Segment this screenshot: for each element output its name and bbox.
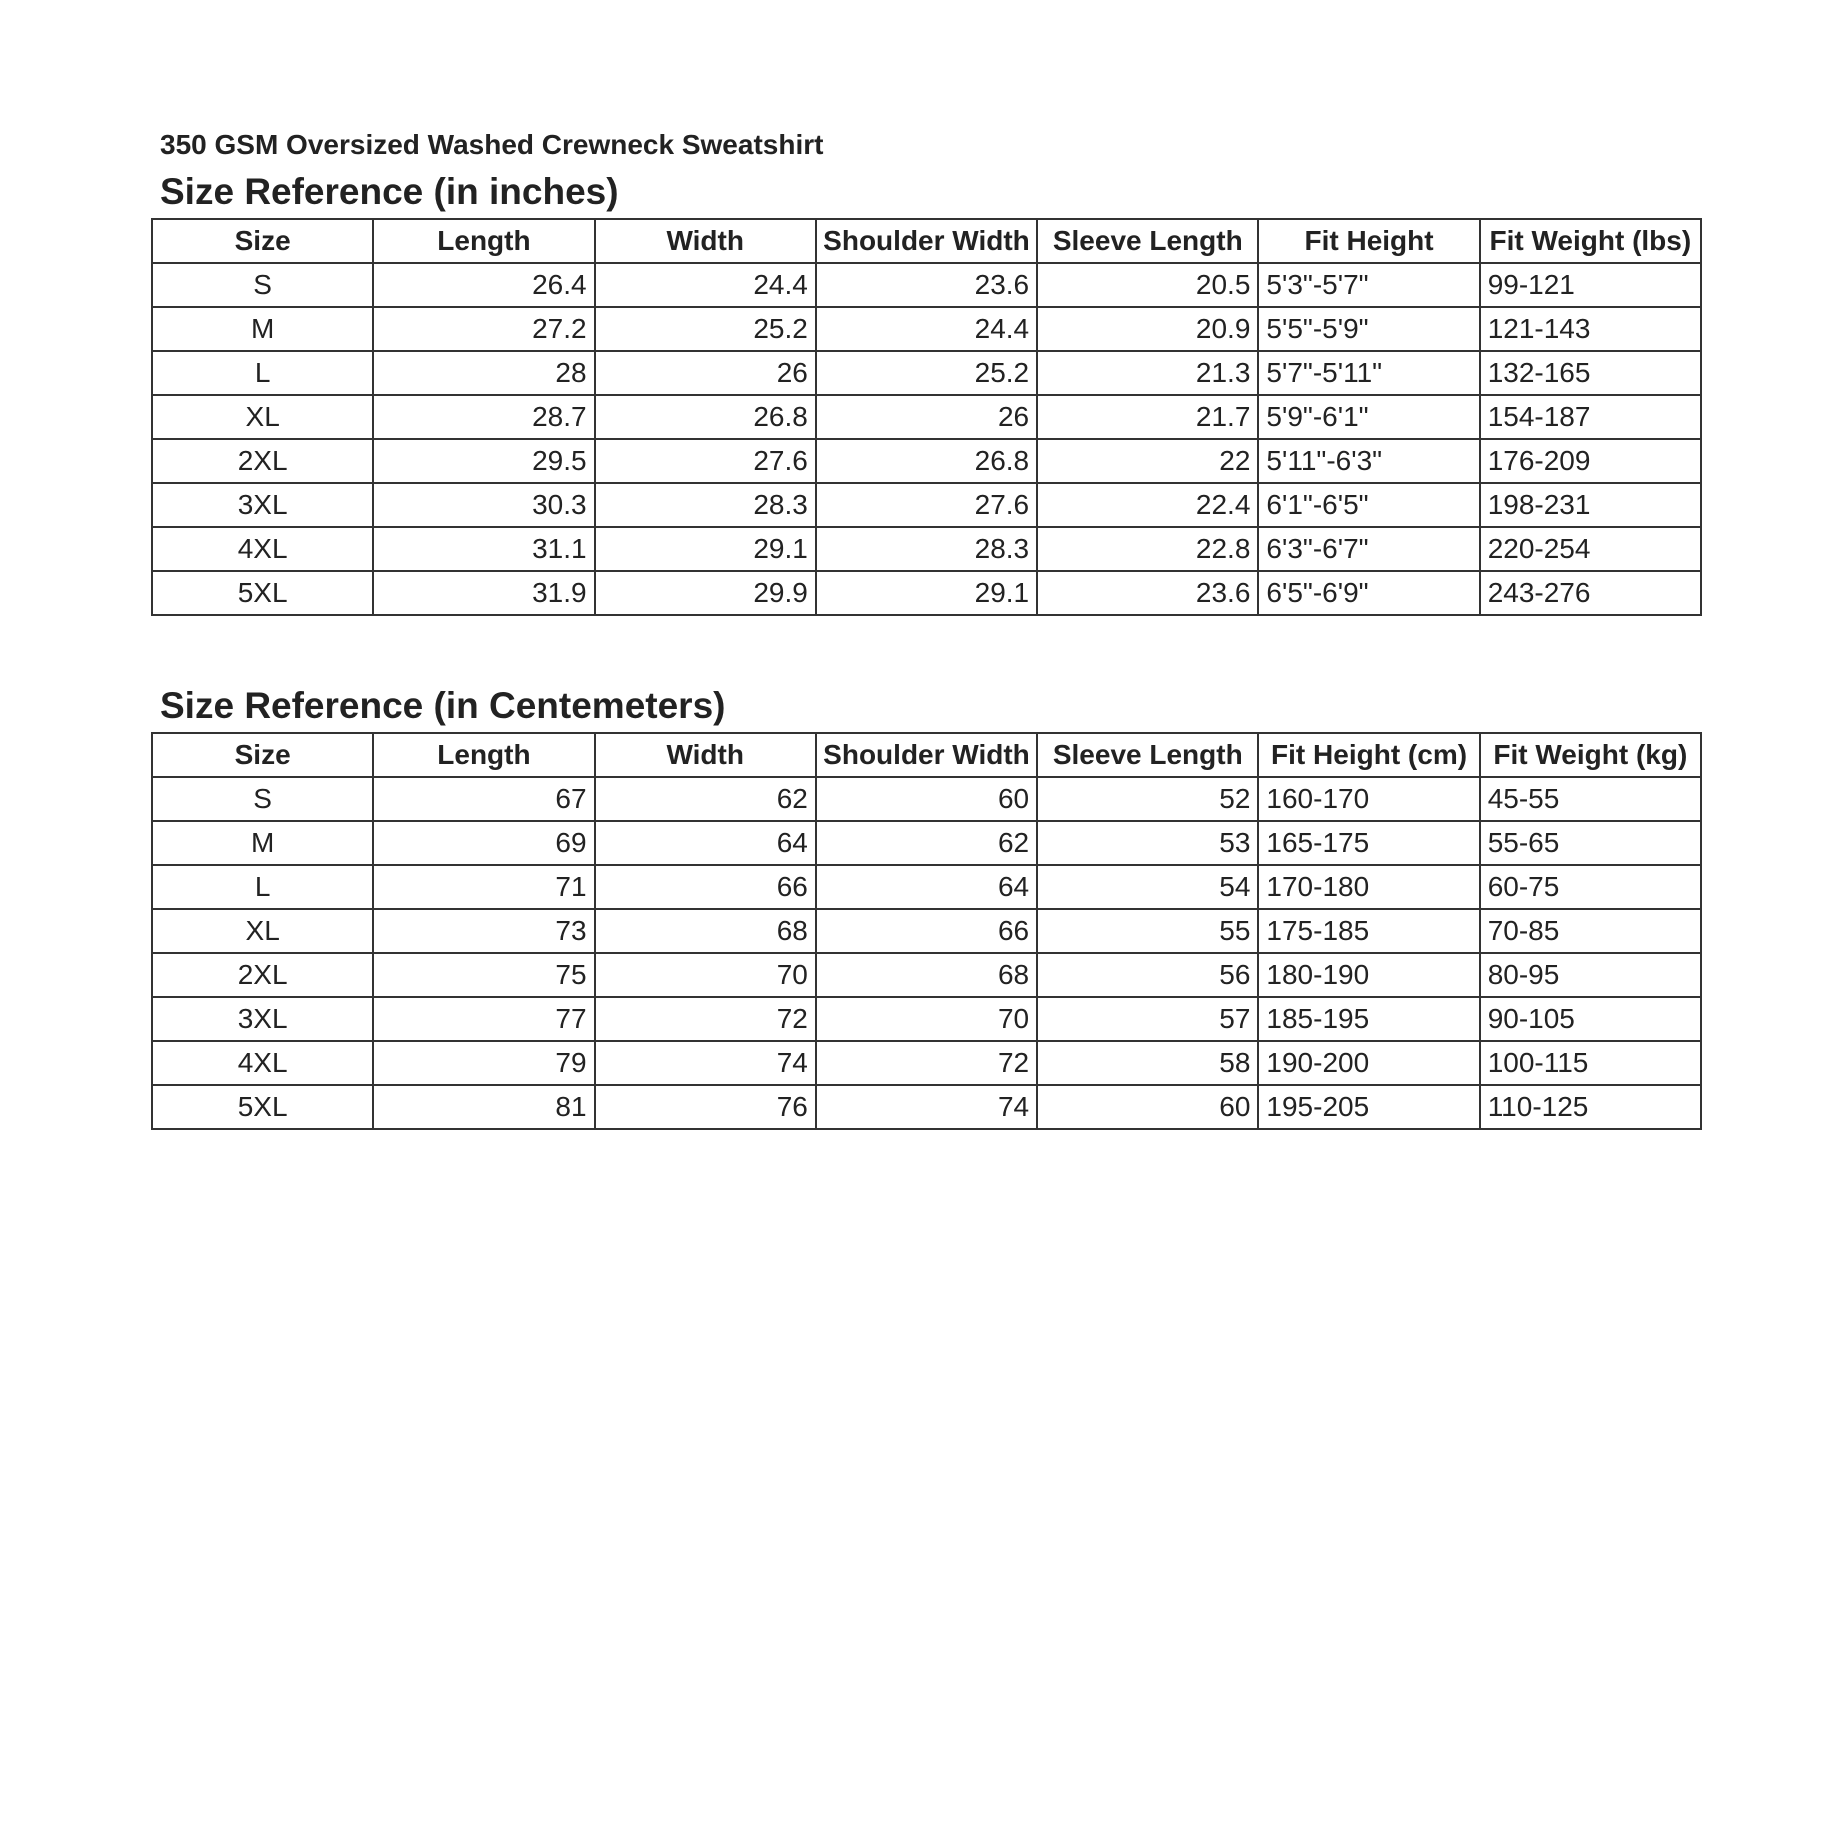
table-cell: 26.4 [373,263,594,307]
table-cell: 71 [373,865,594,909]
table-cell: 165-175 [1258,821,1479,865]
table-cell: 70 [816,997,1037,1041]
table-cell: 26.8 [595,395,816,439]
table-cell: L [152,865,373,909]
table-cell: 24.4 [816,307,1037,351]
table-cell: 22.8 [1037,527,1258,571]
column-header: Fit Weight (lbs) [1480,219,1701,263]
table-cell: 180-190 [1258,953,1479,997]
table-cell: 28.3 [595,483,816,527]
table-cell: 99-121 [1480,263,1701,307]
product-title: 350 GSM Oversized Washed Crewneck Sweatshirt [160,129,824,160]
table-cell: 60 [1037,1085,1258,1129]
table-cell: 81 [373,1085,594,1129]
column-header: Width [595,733,816,777]
table-cell: 170-180 [1258,865,1479,909]
table-cell: 195-205 [1258,1085,1479,1129]
table-cell: 6'5"-6'9" [1258,571,1479,615]
column-header: Sleeve Length [1037,733,1258,777]
column-header: Length [373,733,594,777]
table-cell: M [152,307,373,351]
table-cell: 28.3 [816,527,1037,571]
table-cell: 62 [595,777,816,821]
table-cell: 31.1 [373,527,594,571]
column-header: Size [152,733,373,777]
table-row [152,1041,1701,1085]
table-cell: 29.5 [373,439,594,483]
column-header: Shoulder Width [816,219,1037,263]
table-cell: 77 [373,997,594,1041]
table-cell: 20.5 [1037,263,1258,307]
table-cell: 5XL [152,1085,373,1129]
table-cell: 62 [816,821,1037,865]
table-cell: 132-165 [1480,351,1701,395]
table-cell: 45-55 [1480,777,1701,821]
table-cell: 25.2 [595,307,816,351]
table-cell: 72 [595,997,816,1041]
table-cell: 56 [1037,953,1258,997]
table-cell: 185-195 [1258,997,1479,1041]
table-cell: 74 [816,1085,1037,1129]
column-header: Width [595,219,816,263]
table-cell: 3XL [152,483,373,527]
column-header: Shoulder Width [816,733,1037,777]
table-cell: 70-85 [1480,909,1701,953]
inches-section-title: Size Reference (in inches) [160,171,619,212]
table-cell: 68 [595,909,816,953]
table-cell: 175-185 [1258,909,1479,953]
table-cell: 64 [595,821,816,865]
table-row [152,777,1701,821]
table-cell: 5'11"-6'3" [1258,439,1479,483]
table-header-row [152,219,1701,263]
table-cell: 4XL [152,1041,373,1085]
table-cell: 57 [1037,997,1258,1041]
table-cell: 4XL [152,527,373,571]
table-cell: 26 [595,351,816,395]
cm-size-table [151,732,1702,1130]
column-header: Sleeve Length [1037,219,1258,263]
table-cell: 160-170 [1258,777,1479,821]
table-cell: 2XL [152,439,373,483]
table-cell: 72 [816,1041,1037,1085]
table-cell: 243-276 [1480,571,1701,615]
table-cell: 67 [373,777,594,821]
table-cell: 90-105 [1480,997,1701,1041]
table-cell: 73 [373,909,594,953]
table-cell: 6'1"-6'5" [1258,483,1479,527]
table-cell: XL [152,395,373,439]
table-cell: 68 [816,953,1037,997]
table-row [152,821,1701,865]
table-cell: 24.4 [595,263,816,307]
table-row [152,571,1701,615]
table-cell: 54 [1037,865,1258,909]
table-cell: M [152,821,373,865]
table-cell: 23.6 [1037,571,1258,615]
table-cell: 29.1 [816,571,1037,615]
table-cell: 22 [1037,439,1258,483]
table-cell: 27.2 [373,307,594,351]
table-cell: 198-231 [1480,483,1701,527]
table-cell: 23.6 [816,263,1037,307]
table-cell: 6'3"-6'7" [1258,527,1479,571]
table-cell: 190-200 [1258,1041,1479,1085]
table-row [152,395,1701,439]
table-cell: L [152,351,373,395]
table-cell: 69 [373,821,594,865]
table-cell: 55 [1037,909,1258,953]
table-cell: 2XL [152,953,373,997]
table-cell: 26 [816,395,1037,439]
table-cell: 27.6 [816,483,1037,527]
table-cell: 76 [595,1085,816,1129]
table-cell: 29.9 [595,571,816,615]
table-cell: 176-209 [1480,439,1701,483]
table-cell: 5'3"-5'7" [1258,263,1479,307]
table-cell: 5'5"-5'9" [1258,307,1479,351]
table-row [152,483,1701,527]
column-header: Size [152,219,373,263]
table-cell: 110-125 [1480,1085,1701,1129]
table-cell: 28 [373,351,594,395]
cm-section-title: Size Reference (in Centemeters) [160,685,726,726]
table-row [152,307,1701,351]
table-cell: 3XL [152,997,373,1041]
table-cell: 154-187 [1480,395,1701,439]
table-cell: 80-95 [1480,953,1701,997]
table-row [152,953,1701,997]
table-cell: 66 [595,865,816,909]
table-cell: 26.8 [816,439,1037,483]
table-cell: 70 [595,953,816,997]
table-row [152,351,1701,395]
table-cell: XL [152,909,373,953]
table-row [152,997,1701,1041]
column-header: Fit Height [1258,219,1479,263]
table-cell: S [152,777,373,821]
table-cell: 60-75 [1480,865,1701,909]
table-row [152,1085,1701,1129]
column-header: Fit Weight (kg) [1480,733,1701,777]
table-header-row [152,733,1701,777]
table-cell: 100-115 [1480,1041,1701,1085]
table-row [152,527,1701,571]
column-header: Length [373,219,594,263]
table-cell: S [152,263,373,307]
table-cell: 74 [595,1041,816,1085]
table-cell: 5'9"-6'1" [1258,395,1479,439]
table-cell: 29.1 [595,527,816,571]
table-cell: 55-65 [1480,821,1701,865]
table-cell: 60 [816,777,1037,821]
table-cell: 220-254 [1480,527,1701,571]
table-row [152,865,1701,909]
table-cell: 27.6 [595,439,816,483]
table-cell: 22.4 [1037,483,1258,527]
table-cell: 58 [1037,1041,1258,1085]
table-row [152,263,1701,307]
table-cell: 79 [373,1041,594,1085]
table-cell: 66 [816,909,1037,953]
table-cell: 75 [373,953,594,997]
table-cell: 28.7 [373,395,594,439]
table-row [152,439,1701,483]
table-row [152,909,1701,953]
table-cell: 5'7"-5'11" [1258,351,1479,395]
table-cell: 31.9 [373,571,594,615]
table-cell: 21.7 [1037,395,1258,439]
column-header: Fit Height (cm) [1258,733,1479,777]
table-cell: 64 [816,865,1037,909]
inches-size-table [151,218,1702,616]
table-cell: 20.9 [1037,307,1258,351]
table-cell: 121-143 [1480,307,1701,351]
table-cell: 53 [1037,821,1258,865]
table-cell: 30.3 [373,483,594,527]
table-cell: 25.2 [816,351,1037,395]
table-cell: 21.3 [1037,351,1258,395]
table-cell: 52 [1037,777,1258,821]
table-cell: 5XL [152,571,373,615]
